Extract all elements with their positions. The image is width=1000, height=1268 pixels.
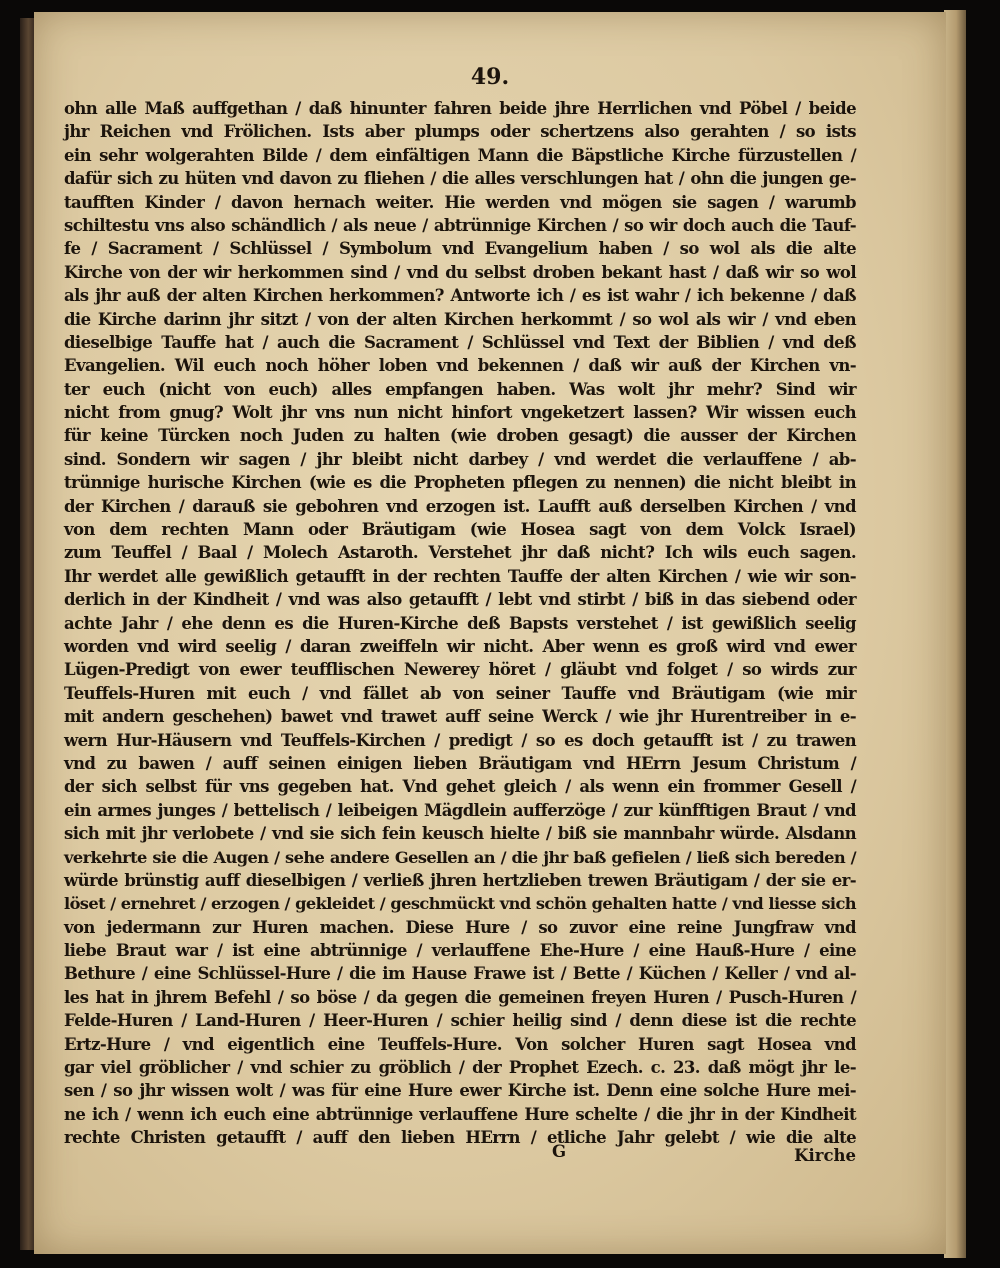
text-line: ter euch (nicht von euch) alles empfangen haben. Was wolt jhr mehr? Sind wir [64, 379, 856, 399]
text-line: die Kirche darinn jhr sitzt / von der alten Kirchen herkommt / so wol als wir / vnd eben [64, 309, 856, 329]
text-line: Kirche von der wir herkommen sind / vnd du selbst droben bekant hast / daß wir so wol [64, 262, 856, 282]
text-line: sen / so jhr wissen wolt / was für eine Hure ewer Kirche ist. Denn eine solche Hure mei- [64, 1081, 856, 1101]
text-line: derlich in der Kindheit / vnd was also getaufft / lebt vnd stirbt / biß in das siebend oder [64, 590, 856, 610]
text-line: ein sehr wolgerahten Bilde / dem einfältigen Mann die Bäpstliche Kirche fürzustellen / [64, 145, 856, 165]
text-line: würde brünstig auff dieselbigen / verließ jhren hertzlieben trewen Bräutigam / der sie er- [64, 870, 856, 890]
page-number: 49. [470, 64, 510, 90]
text-line: von jedermann zur Huren machen. Diese Hure / so zuvor eine reine Jungfraw vnd [64, 917, 856, 937]
book-page [34, 12, 946, 1254]
text-line: wern Hur-Häusern vnd Teuffels-Kirchen / predigt / so es doch getaufft ist / zu trawen [64, 730, 856, 750]
text-line: als jhr auß der alten Kirchen herkommen? Antworte ich / es ist wahr / ich bekenne / daß [64, 286, 856, 306]
text-line: trünnige hurische Kirchen (wie es die Propheten pflegen zu nennen) die nicht bleibt in [64, 473, 856, 493]
page-footer [64, 1142, 856, 1166]
text-line: ein armes junges / bettelisch / leibeigen Mägdlein aufferzöge / zur künfftigen Braut / vnd [64, 800, 856, 820]
text-line: achte Jahr / ehe denn es die Huren-Kirche deß Bapsts verstehet / ist gewißlich seelig [64, 613, 856, 633]
text-line: rechte Christen getaufft / auff den lieben HErrn / etliche Jahr gelebt / wie die alte [64, 1128, 856, 1148]
text-line: dafür sich zu hüten vnd davon zu fliehen / die alles verschlungen hat / ohn die jungen ge- [64, 169, 856, 189]
text-line: löset / ernehret / erzogen / gekleidet / geschmückt vnd schön gehalten hatte / vnd liesse sich [64, 894, 856, 914]
text-line: für keine Türcken noch Juden zu halten (wie droben gesagt) die ausser der Kirchen [64, 426, 856, 446]
text-line: der sich selbst für vns gegeben hat. Vnd gehet gleich / als wenn ein frommer Gesell / [64, 777, 856, 797]
catchword: Kirche [794, 1146, 856, 1165]
text-line: Ertz-Hure / vnd eigentlich eine Teuffels-Hure. Von solcher Huren sagt Hosea vnd [64, 1034, 856, 1054]
text-line: liebe Braut war / ist eine abtrünnige / verlauffene Ehe-Hure / eine Hauß-Hure / eine [64, 941, 856, 961]
text-line: ne ich / wenn ich euch eine abtrünnige verlauffene Hure schelte / die jhr in der Kindheit [64, 1104, 856, 1124]
text-line: Evangelien. Wil euch noch höher loben vnd bekennen / daß wir auß der Kirchen vn- [64, 356, 856, 376]
text-line: gar viel gröblicher / vnd schier zu gröblich / der Prophet Ezech. c. 23. daß mögt jhr le- [64, 1058, 856, 1078]
text-line: von dem rechten Mann oder Bräutigam (wie Hosea sagt von dem Volck Israel) [64, 520, 856, 540]
text-line: sich mit jhr verlobete / vnd sie sich fein keusch hielte / biß sie mannbahr würde. Alsdann [64, 824, 856, 844]
text-line: der Kirchen / darauß sie gebohren vnd erzogen ist. Laufft auß derselben Kirchen / vnd [64, 496, 856, 516]
text-line: ohn alle Maß auffgethan / daß hinunter fahren beide jhre Herrlichen vnd Pöbel / beide [64, 99, 856, 118]
text-line: Teuffels-Huren mit euch / vnd fället ab von seiner Tauffe vnd Bräutigam (wie mir [64, 683, 856, 703]
text-line: Bethure / eine Schlüssel-Hure / die im Hause Frawe ist / Bette / Küchen / Keller / vnd al- [64, 964, 856, 984]
book-edge-left [20, 18, 34, 1250]
signature-mark: G [552, 1142, 567, 1161]
text-line: Lügen-Predigt von ewer teufflischen Newerey höret / gläubt vnd folget / so wirds zur [64, 660, 856, 680]
text-line: jhr Reichen vnd Frölichen. Ists aber plumps oder schertzens also gerahten / so ists [64, 122, 856, 142]
text-line: mit andern geschehen) bawet vnd trawet auff seine Werck / wie jhr Hurentreiber in e- [64, 707, 856, 727]
text-line: zum Teuffel / Baal / Molech Astaroth. Verstehet jhr daß nicht? Ich wils euch sagen. [64, 543, 856, 563]
text-line: sind. Sondern wir sagen / jhr bleibt nicht darbey / vnd werdet die verlauffene / ab- [64, 449, 856, 469]
text-line: Ihr werdet alle gewißlich getaufft in der rechten Tauffe der alten Kirchen / wie wir son- [64, 566, 856, 586]
text-line: les hat in jhrem Befehl / so böse / da gegen die gemeinen freyen Huren / Pusch-Huren / [64, 987, 856, 1007]
text-line: worden vnd wird seelig / daran zweiffeln wir nicht. Aber wenn es groß wird vnd ewer [64, 636, 856, 656]
text-line: taufften Kinder / davon hernach weiter. Hie werden vnd mögen sie sagen / warumb [64, 192, 856, 212]
text-line: schiltestu vns also schändlich / als neue / abtrünnige Kirchen / so wir doch auch die Tauf- [64, 215, 856, 235]
book-edge-right [944, 10, 966, 1258]
body-text [64, 97, 856, 1150]
text-line: vnd zu bawen / auff seinen einigen lieben Bräutigam vnd HErrn Jesum Christum / [64, 753, 856, 773]
text-line: Felde-Huren / Land-Huren / Heer-Huren / schier heilig sind / denn diese ist die rechte [64, 1011, 856, 1031]
text-line: dieselbige Tauffe hat / auch die Sacrament / Schlüssel vnd Text der Biblien / vnd deß [64, 332, 856, 352]
text-line: fe / Sacrament / Schlüssel / Symbolum vnd Evangelium haben / so wol als die alte [64, 239, 856, 259]
text-line: nicht from gnug? Wolt jhr vns nun nicht hinfort vngeketzert lassen? Wir wissen euch [64, 403, 856, 423]
text-line: verkehrte sie die Augen / sehe andere Gesellen an / die jhr baß gefielen / ließ sich bereden / [64, 847, 856, 867]
